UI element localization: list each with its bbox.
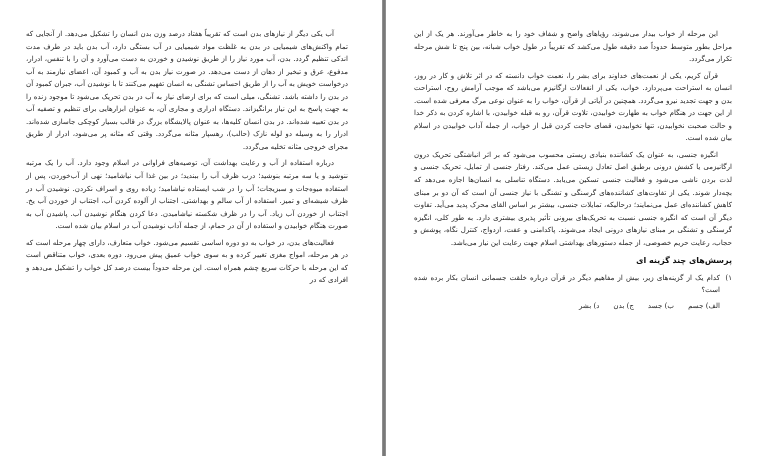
question-1 — [414, 272, 732, 297]
option-d: د) بشر — [579, 300, 600, 310]
question-options — [414, 300, 732, 313]
left-page — [0, 0, 382, 456]
right-page-text — [414, 28, 732, 312]
left-paragraph-1: آب یکی دیگر از نیازهای بدن است که تقریباً هفتاد درصد وزن بدن انسان را تشکیل می‌دهد. از آنجایی که تمام واکنش‌های شیمیایی در بدن به غلظت مواد شیمیایی در آب بستگی دارد، آب بدن باید در طرف مدت اندکی تنظیم گردد. بدن، آب مورد نیاز را از طریق نوشیدن و خوردن به دست می‌آورد و آن را با تنفس، ادرار، مدفوع، عرق و تبخیر از دهان از دست می‌دهد. در صورت نیاز بدن به آب و کمبود آن، اعضای نیازمند به آب درخواست خویش به آب را از طریق احساس تشنگی به انسان تفهیم می‌کنند تا با نوشیدن آب، جبران کمبود آن در بدن را داشته باشد. تشنگی، میلی است که برای ارضای نیاز به آب در بدن تحریک می‌شود تا موجود زنده را به جهت پاسخ به این نیاز برانگیزاند. دستگاه ادراری و مجاری آن، به عنوان ابزارهایی برای تنظیم و تصفیه آب در بدن تعبیه شده‌اند. در بدن انسان کلیه‌ها، به عنوان پالایشگاه بزرگ در قالب بسیار کوچکی جاسازی شده‌اند. ادرار را به وسیله دو لوله نازک (حالب)، رهسپار مثانه می‌گردد. وقتی که مثانه پر می‌شود، ادرار از طریق مجرای خروجی مثانه تخلیه می‌گردد. — [26, 29, 348, 151]
left-paragraph-2: درباره استفاده از آب و رعایت بهداشت آن، توصیه‌های فراوانی در اسلام وجود دارد. آب را یک مرتبه ننوشید و یا سه مرتبه بنوشید؛ درب ظرف آب را ببندید؛ در بین غذا آب نیاشامید؛ نهی از آب‌خوردن، پس از استفاده میوه‌جات و سبزیجات؛ آب را در شب ایستاده نیاشامید؛ زیاده روی و اسراف نکردن. نوشیدن آب در ظرف شیشه‌ای و تمیز. استفاده از آب سالم و بهداشتی. اجتناب از آلوده کردن آب، اجتناب از خوردن آب یخ. اجتناب از خوردن آب زیاد. آب را در ظرف شکسته نیاشامیدن. دعا کردن هنگام نوشیدن آب. پاشیدن آب به صورت هنگام خوابیدن و استفاده از آن در حمام، از جمله آداب نوشیدن آب در اسلام بیان شده است. — [26, 158, 348, 231]
right-paragraph-1: این مرحله از خواب بیدار می‌شوند، رؤیاهای واضح و شفاف خود را به خاطر می‌آورند. هر یک از این مراحل بطور متوسط حدوداً صد دقیقه طول می‌کشد که تقریباً در طول خواب شبانه، بین پنج تا شش مرحله تکرار می‌گردد. — [414, 29, 732, 64]
left-page-text — [26, 28, 348, 291]
right-page — [386, 0, 768, 456]
left-paragraph-3: فعالیت‌های بدن، در خواب به دو دوره اساسی تقسیم می‌شود. خواب متعارف، دارای چهار مرحله است که در هر مرحله، امواج مغزی تغییر کرده و به سوی خواب عمیق پیش می‌رود. دوره بعدی، خواب متناقض است که این مرحله با حرکات سریع چشم همراه است. این مرحله حدوداً بیست درصد کل خواب را تشکیل می‌دهد و افرادی که در — [26, 237, 348, 285]
option-c: ج) بدن — [613, 300, 634, 310]
option-b: ب) جسد — [647, 300, 675, 310]
right-paragraph-3: انگیزه جنسی، به عنوان یک کشاننده بنیادی زیستی محسوب می‌شود که بر اثر انباشتگی تحریک درون ارگانیزمی یا کشش درونی برطبق اصل تعادل زیستی عمل می‌کند. رفتار جنسی از تمایل، تحریک جنسی و لذت بردن ناشی می‌شود و فعالیت جنسی تسکین می‌یابد. دستگاه تناسلی به انسان‌ها اجازه می‌دهد که بچه‌دار شوند. یکی از تفاوت‌های کشاننده‌های گرسنگی و تشنگی با نیاز جنسی آن است که آن دو بر مبنای کاهش کشاننده‌ای عمل می‌نمایند؛ درحالیکه، تمایلات جنسی، بیشتر بر اساس القای محرک پدید می‌آید. تفاوت دیگر آن است که انگیزه جنسی نسبت به تحریک‌های بیرونی تأثیر پذیری بیشتری دارد. به طور کلی، انگیزه گرسنگی و تشنگی بر مبنای نیازهای درونی ایجاد می‌شوند. پاکدامنی و عفت، ازدواج، کنترل نگاه، پوشش و حجاب، رعایت حریم خصوصی، از جمله دستورهای بهداشتی اسلام جهت رعایت این نیاز می‌باشد. — [414, 149, 732, 247]
right-paragraph-2: قرآن کریم، یکی از نعمت‌های خداوند برای بشر را، نعمت خواب دانسته که در اثر تلاش و کار در روز، انسان به استراحت می‌پردازد. خواب، یکی از انفعالات ارگانیزم می‌باشد که موجب آرامش روح، استراحت بدن و جهت تجدید نیرو می‌گردد. همچنین در آیاتی از قرآن، خواب را به عنوان نوعی مرگ معرفی شده است. از این جهت در هنگام خواب به طهارت خوابیدن، تلاوت قرآن، رو به قبله خوابیدن، با اشاره کردن به ذکر خدا و حالت صحبت نخوابیدن، تنها نخوابیدن، قضای حاجت کردن قبل از خواب، از جمله آداب خوابیدن در اسلام بیان شده است. — [414, 70, 732, 143]
question-number: ۱) — [725, 272, 732, 282]
option-a: الف) جسم — [688, 300, 720, 310]
section-heading: پرسش‌های چند گزینه ای — [636, 256, 732, 266]
question-text: کدام یک از گزینه‌های زیر، بیش از مفاهیم دیگر در قرآن درباره خلقت جسمانی انسان بکار برده شده است؟ — [414, 272, 720, 295]
